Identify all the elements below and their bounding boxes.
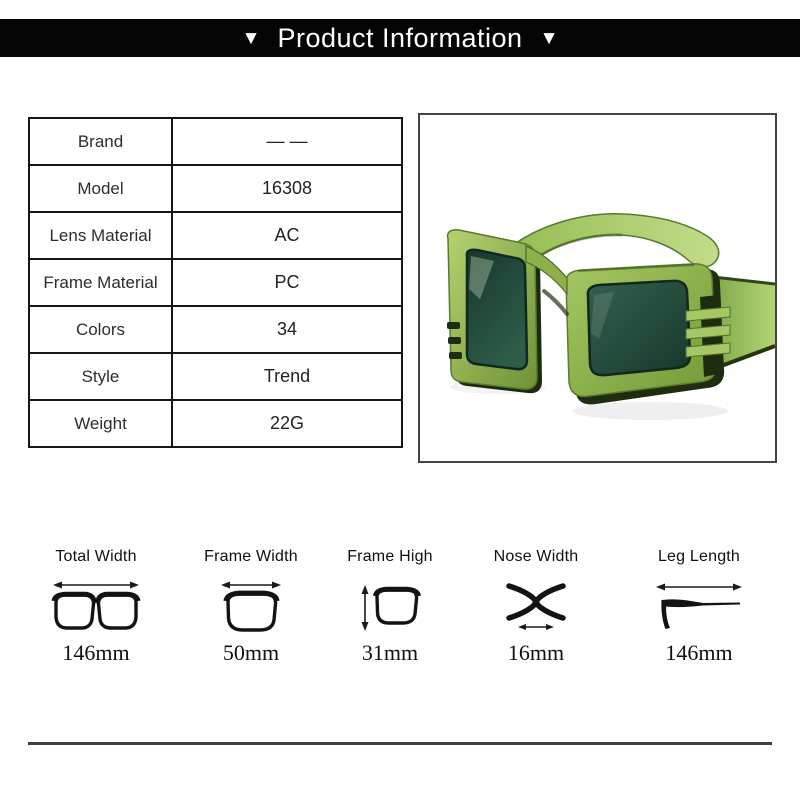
measurement-label: Total Width	[55, 548, 137, 565]
measurement-number: 16	[507, 640, 530, 665]
spec-label: Style	[29, 353, 172, 400]
table-row	[29, 306, 402, 353]
measurement-value	[325, 640, 455, 666]
measurement-nose-width	[471, 548, 601, 666]
glasses-front-icon	[31, 578, 161, 636]
lens-width-icon	[186, 578, 316, 636]
measurement-label: Frame High	[347, 548, 433, 565]
spec-value: — —	[172, 118, 402, 165]
table-row	[29, 165, 402, 212]
table-row	[29, 118, 402, 165]
spec-label: Brand	[29, 118, 172, 165]
page-title: Product Information	[277, 23, 523, 53]
spec-table	[28, 117, 403, 448]
spec-value: 22G	[172, 400, 402, 447]
table-row	[29, 212, 402, 259]
spec-label: Weight	[29, 400, 172, 447]
measurement-number: 146	[62, 640, 96, 665]
spec-table-container	[28, 117, 403, 448]
nose-bridge-icon	[471, 578, 601, 636]
measurement-number: 31	[361, 640, 384, 665]
spec-label: Colors	[29, 306, 172, 353]
measurement-unit: mm	[383, 640, 419, 665]
measurement-value	[471, 640, 601, 666]
measurement-frame-width	[186, 548, 316, 666]
bottom-divider	[28, 742, 772, 745]
temple-arm-icon	[634, 578, 764, 636]
spec-label: Frame Material	[29, 259, 172, 306]
measurement-value	[186, 640, 316, 666]
spec-value: 16308	[172, 165, 402, 212]
measurement-unit: mm	[698, 640, 733, 665]
measurement-value	[634, 640, 764, 666]
lens-height-icon	[325, 578, 455, 636]
spec-label: Model	[29, 165, 172, 212]
table-row	[29, 259, 402, 306]
spec-value: 34	[172, 306, 402, 353]
spec-value: Trend	[172, 353, 402, 400]
spec-value: AC	[172, 212, 402, 259]
measurement-total-width	[31, 548, 161, 666]
table-row	[29, 353, 402, 400]
measurement-unit: mm	[529, 640, 565, 665]
spec-value: PC	[172, 259, 402, 306]
measurement-label: Leg Length	[657, 548, 741, 565]
product-photo	[418, 113, 777, 463]
spec-label: Lens Material	[29, 212, 172, 259]
measurement-label: Nose Width	[493, 548, 579, 565]
measurement-leg-length	[634, 548, 764, 666]
measurement-value	[31, 640, 161, 666]
measurement-number: 50	[222, 640, 245, 665]
measurement-number: 146	[665, 640, 699, 665]
measurement-label: Frame Width	[204, 548, 298, 565]
sunglasses-illustration	[420, 115, 775, 461]
header-banner	[0, 19, 800, 57]
table-row	[29, 400, 402, 447]
triangle-down-icon: ▼	[241, 28, 261, 49]
measurement-unit: mm	[244, 640, 280, 665]
triangle-down-icon: ▼	[539, 28, 559, 49]
measurement-frame-high	[325, 548, 455, 666]
measurement-unit: mm	[95, 640, 130, 665]
